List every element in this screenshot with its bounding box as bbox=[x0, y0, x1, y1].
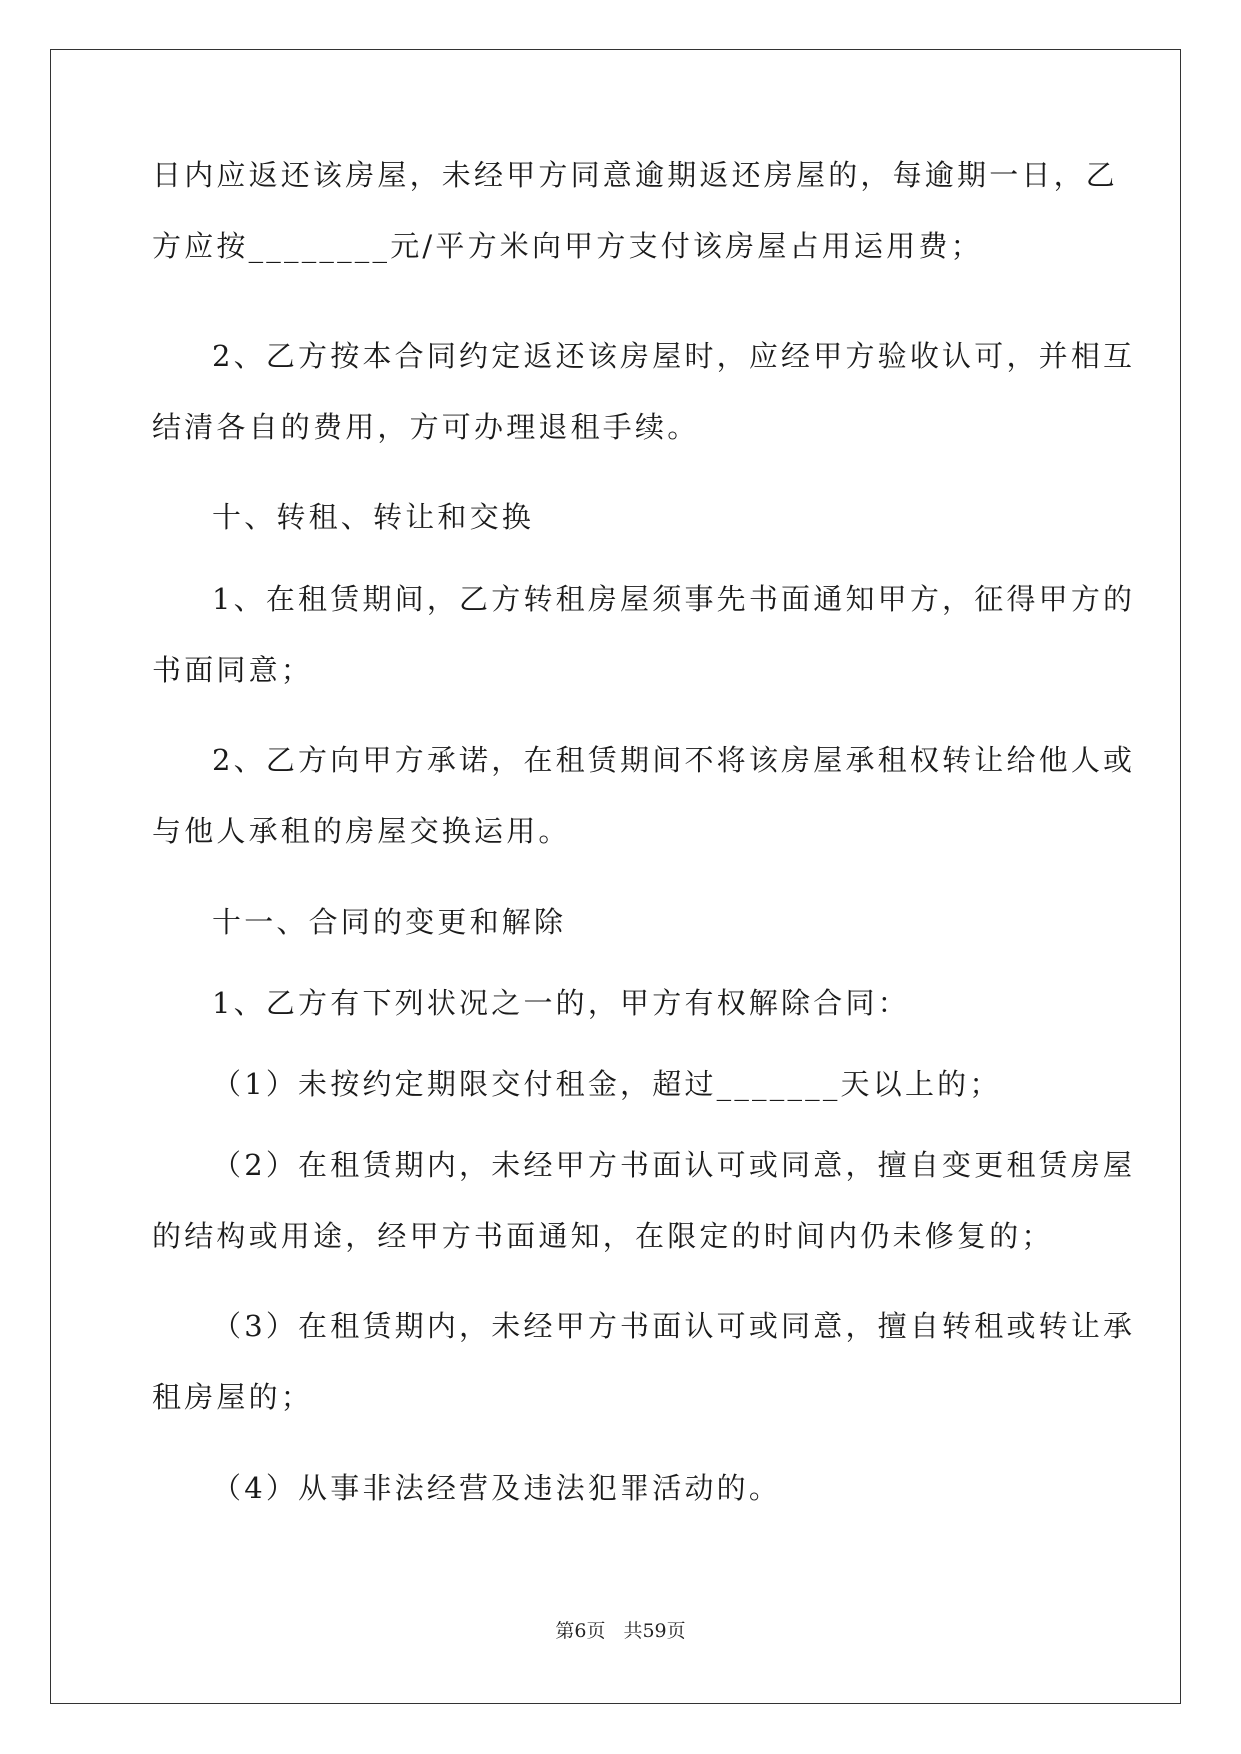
paragraph-line: （3）在租赁期内，未经甲方书面认可或同意，擅自转租或转让承 bbox=[212, 1309, 1136, 1343]
paragraph-line: 的结构或用途，经甲方书面通知，在限定的时间内仍未修复的； bbox=[152, 1219, 1054, 1253]
paragraph-line: 1、乙方有下列状况之一的，甲方有权解除合同： bbox=[212, 986, 910, 1020]
page-total: 共59页 bbox=[623, 1620, 686, 1642]
paragraph-line: （4）从事非法经营及违法犯罪活动的。 bbox=[212, 1471, 782, 1505]
paragraph-line: 结清各自的费用，方可办理退租手续。 bbox=[152, 410, 700, 444]
paragraph-line: 租房屋的； bbox=[152, 1380, 314, 1414]
paragraph-line: 与他人承租的房屋交换运用。 bbox=[152, 814, 571, 848]
paragraph-line: 方应按________元/平方米向甲方支付该房屋占用运用费； bbox=[152, 229, 983, 263]
paragraph-line: （1）未按约定期限交付租金，超过_______天以上的； bbox=[212, 1067, 1002, 1101]
page-border bbox=[50, 49, 1181, 1704]
paragraph-line: （2）在租赁期内，未经甲方书面认可或同意，擅自变更租赁房屋 bbox=[212, 1148, 1136, 1182]
paragraph-line: 日内应返还该房屋，未经甲方同意逾期返还房屋的，每逾期一日，乙 bbox=[152, 158, 1119, 192]
paragraph-line: 书面同意； bbox=[152, 653, 314, 687]
paragraph-line: 2、乙方按本合同约定返还该房屋时，应经甲方验收认可，并相互 bbox=[212, 339, 1136, 373]
paragraph-line: 2、乙方向甲方承诺，在租赁期间不将该房屋承租权转让给他人或 bbox=[212, 743, 1136, 777]
paragraph-line: 1、在租赁期间，乙方转租房屋须事先书面通知甲方，征得甲方的 bbox=[212, 582, 1136, 616]
section-heading: 十一、合同的变更和解除 bbox=[212, 905, 567, 939]
page-footer bbox=[0, 1616, 1241, 1643]
section-heading: 十、转租、转让和交换 bbox=[212, 500, 535, 534]
page-number: 第6页 bbox=[555, 1620, 606, 1642]
